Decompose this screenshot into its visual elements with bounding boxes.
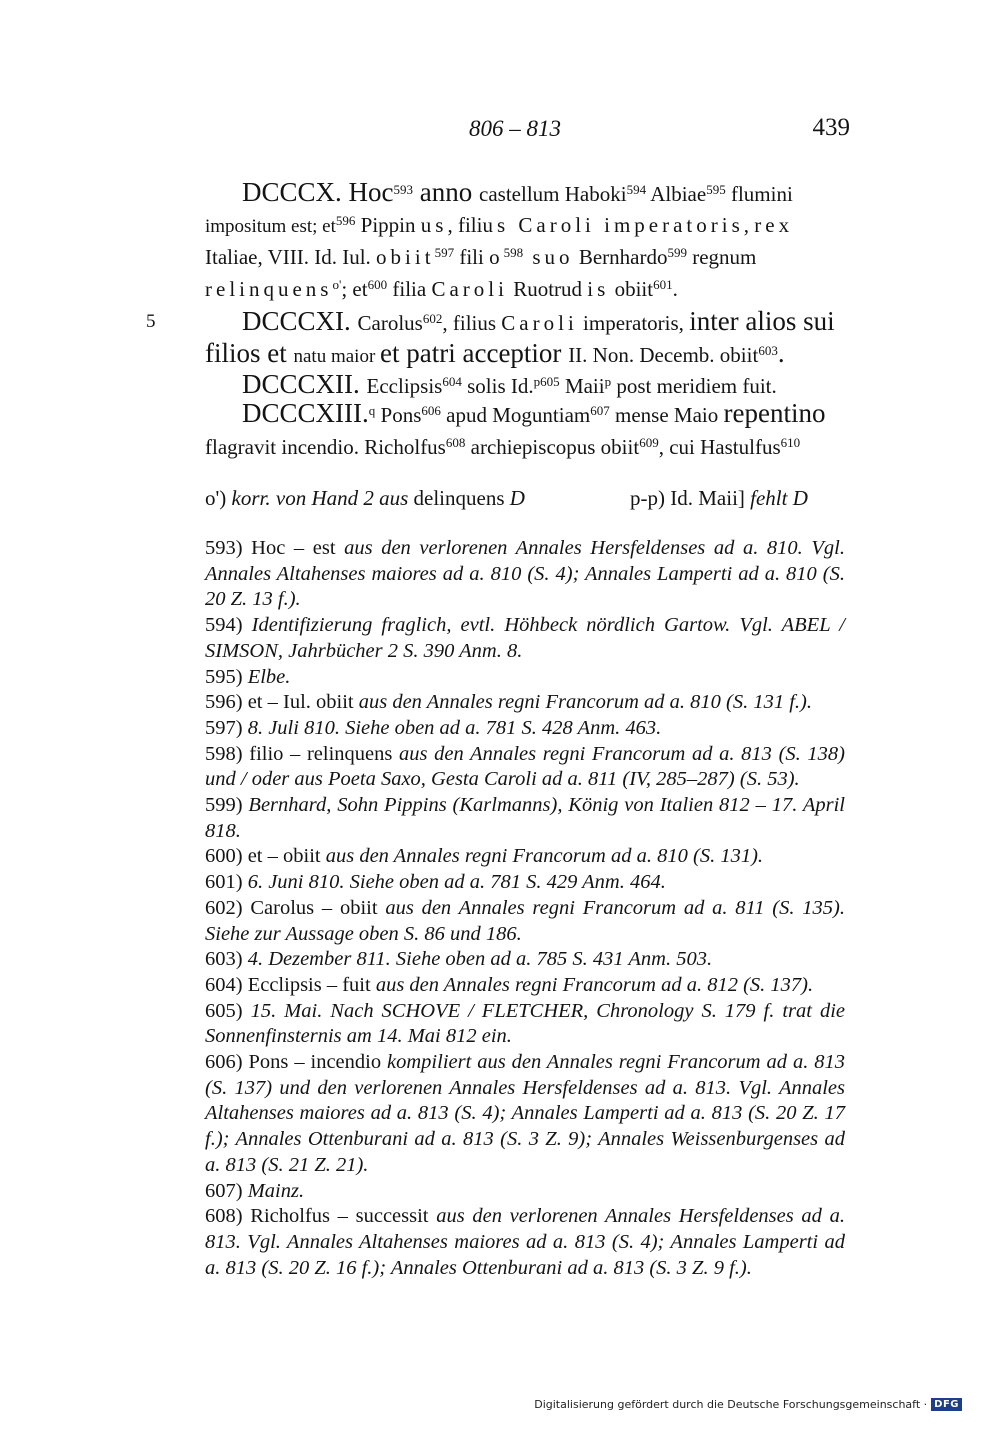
text-segment: imperatoris, (577, 311, 690, 335)
footnote-item (205, 613, 845, 664)
text-segment: mense Maio (609, 403, 724, 427)
footnote-item (205, 665, 845, 691)
text-segment: Italiae, VIII. Id. Iul. (205, 245, 377, 269)
footnote-marker: 606 (421, 402, 441, 418)
footnote-commentary: aus den verlorenen Annales Hersfeldenses ad a. 813. Vgl. Annales Altahenses maiores ad a. 813 (S. 4); Annales Lamperti ad a. 813 (S. 20 Z. 16 f.); Annales Ottenburani ad a. 813 (S. 3 Z. 9 f.). (205, 1205, 845, 1279)
text-segment: Pons (375, 403, 422, 427)
text-segment: obiit (609, 277, 654, 301)
text-segment: Albiae (646, 182, 707, 206)
footnote-number: 600) (205, 845, 243, 868)
footnote-lemma: Hoc – est (242, 537, 345, 559)
text-segment: suo (523, 245, 574, 269)
text-segment: . (777, 338, 785, 368)
footnote-marker: 594 (626, 181, 647, 197)
text-segment: archiepiscopus obiit (465, 435, 640, 459)
footnote-item (205, 742, 845, 793)
footnote-item (205, 1204, 845, 1281)
footnote-marker: 596 (335, 212, 356, 228)
text-segment: Caroli (501, 311, 578, 335)
text-segment: Caroli (431, 277, 508, 301)
footnote-marker: 604 (442, 373, 462, 389)
footnote-item (205, 793, 845, 844)
text-segment: , cui Hastulfus (658, 435, 781, 459)
text-segment: is (587, 277, 610, 301)
footnote-commentary: aus den Annales regni Francorum ad a. 813 (S. 138) und / oder aus Poeta Saxo, Gesta Caroli ad a. 811 (IV, 285–287) (S. 53). (205, 742, 846, 791)
text-segment: inter alios sui (689, 306, 835, 336)
text-segment: Ecclipsis (366, 374, 443, 398)
apparatus-note-o: o') korr. von Hand 2 aus delinquens D (205, 486, 525, 510)
text-segment: us Caroli imperatoris (482, 213, 744, 237)
text-segment: flagravit incendio. Richolfus (205, 435, 446, 459)
footnote-commentary: aus den Annales regni Francorum ad a. 810 (S. 131). (325, 845, 764, 868)
footnote-number: 607) (205, 1179, 243, 1202)
footnote-lemma: filio – relinquens (242, 742, 400, 765)
text-line (205, 432, 845, 462)
footnote-number: 595) (205, 665, 243, 688)
footnote-item (205, 1179, 845, 1205)
text-segment: , filius (442, 311, 502, 335)
text-segment: Bernhardo (573, 245, 668, 269)
footnote-marker: 608 (445, 434, 466, 450)
footnote-number: 597) (205, 716, 243, 739)
footnote-number: 593) (205, 537, 243, 559)
footnote-item (205, 896, 845, 947)
footnote-marker: 593 (393, 181, 414, 197)
text-segment: II. Non. Decemb. obiit (568, 343, 759, 367)
footnote-item (205, 536, 845, 613)
footnote-marker: 607 (590, 402, 610, 418)
text-segment: Ruotrud (507, 277, 588, 301)
footnote-item (205, 844, 845, 870)
footnote-commentary: 15. Mai. Nach SCHOVE / FLETCHER, Chronology S. 179 f. trat die Sonnenfinsternis am 14. Mai 812 ein. (205, 999, 845, 1048)
text-segment: filios et (205, 338, 294, 368)
footnote-commentary: 8. Juli 810. Siehe oben ad a. 781 S. 428 Anm. 463. (242, 716, 662, 739)
footnote-marker: 603 (758, 342, 778, 358)
footnote-item (205, 947, 845, 973)
text-segment: DCCCXIII. (242, 398, 369, 428)
footnote-commentary: aus den Annales regni Francorum ad a. 811 (S. 135). Siehe zur Aussage oben S. 86 und 186. (205, 896, 845, 945)
line-number-marker: 5 (146, 311, 156, 332)
footnote-number: 601) (205, 871, 243, 894)
footnote-item (205, 973, 845, 999)
text-segment: relinquens (205, 277, 333, 301)
footnote-marker: q (368, 402, 376, 418)
footnote-marker: 601 (653, 276, 673, 292)
text-segment: post meridiem fuit. (611, 374, 777, 398)
footnote-marker: p (604, 373, 612, 389)
footnote-marker: 610 (780, 434, 801, 450)
footnote-number: 599) (205, 794, 243, 817)
text-segment: ; et (341, 277, 368, 301)
footnote-number: 605) (205, 999, 243, 1022)
footnote-commentary: Bernhard, Sohn Pippins (Karlmanns), König von Italien 812 – 17. April 818. (205, 794, 845, 842)
text-segment: , fili (447, 213, 483, 237)
footnote-item (205, 690, 845, 716)
footnote-marker: o' (332, 276, 342, 292)
footnote-commentary: aus den Annales regni Francorum ad a. 810 (S. 131 f.). (358, 691, 812, 714)
footnote-number: 603) (205, 948, 243, 971)
page-number: 439 (812, 114, 850, 141)
footnote-number: 608) (205, 1205, 243, 1228)
text-segment: Pippin (355, 213, 421, 237)
footnote-marker: 599 (667, 244, 687, 260)
text-segment: obiit (376, 245, 435, 269)
text-segment: DCCCXII. (242, 369, 367, 399)
text-segment: impositum est; et (205, 216, 336, 237)
dfg-logo: DFG (931, 1398, 962, 1411)
footnote-commentary: Mainz. (242, 1179, 305, 1202)
footnote-list (205, 536, 845, 1281)
text-line (242, 306, 845, 338)
running-head: 806 – 813 (469, 116, 561, 141)
text-segment: solis Id. (461, 374, 534, 398)
text-line (242, 369, 845, 401)
text-segment: o (489, 245, 504, 269)
footnote-item (205, 1050, 845, 1179)
text-segment: Carolus (357, 311, 423, 335)
text-line (205, 242, 845, 272)
footnote-marker: 595 (706, 181, 726, 197)
digitization-note: Digitalisierung gefördert durch die Deutsche Forschungsgemeinschaft · (534, 1398, 928, 1411)
footnote-item (205, 870, 845, 896)
text-segment: fili (454, 245, 490, 269)
text-segment: rex (754, 213, 794, 237)
critical-apparatus (205, 486, 845, 516)
text-line (205, 210, 845, 242)
footnote-commentary: Elbe. (242, 665, 291, 688)
text-segment: regnum (686, 245, 757, 269)
text-segment: . (672, 277, 678, 301)
footnote-item (205, 999, 845, 1050)
footnote-lemma: et – obiit (242, 845, 326, 868)
footnote-commentary: aus den Annales regni Francorum ad a. 812 (S. 137). (375, 973, 814, 996)
apparatus-note-p: p-p) Id. Maii] fehlt D (630, 486, 808, 510)
footnote-marker: 609 (639, 434, 659, 450)
text-segment: , (743, 213, 755, 237)
footnote-number: 606) (205, 1051, 243, 1074)
text-segment: castellum Haboki (479, 182, 627, 206)
text-segment: repentino (723, 398, 826, 428)
footnote-number: 598) (205, 742, 243, 765)
footnote-commentary: aus den verlorenen Annales Hersfeldenses ad a. 810. Vgl. Annales Altahenses maiores ad a. 810 (S. 4); Annales Lamperti ad a. 810 (S. 20 Z. 13 f.). (205, 537, 845, 611)
footnote-commentary: 6. Juni 810. Siehe oben ad a. 781 S. 429 Anm. 464. (242, 871, 666, 894)
text-line (205, 274, 845, 304)
footnote-lemma: Pons – incendio (242, 1051, 388, 1074)
text-segment: us (420, 213, 448, 237)
footnote-lemma: Richolfus – successit (242, 1205, 437, 1228)
text-line (242, 177, 845, 209)
footnote-marker: 600 (367, 276, 388, 292)
footnote-marker: 602 (422, 310, 443, 326)
footnote-number: 596) (205, 691, 243, 714)
text-segment: natu maior (293, 346, 381, 367)
text-line (242, 398, 845, 430)
text-segment: apud Moguntiam (440, 403, 591, 427)
footnote-number: 604) (205, 973, 243, 996)
footnote-marker: 598 (503, 244, 524, 260)
text-segment: flumini (725, 182, 793, 206)
footnote-commentary: 4. Dezember 811. Siehe oben ad a. 785 S. 431 Anm. 503. (242, 948, 713, 971)
footnote-number: 602) (205, 896, 243, 919)
digitization-footer (534, 1398, 962, 1411)
footnote-item (205, 716, 845, 742)
footnote-lemma: et – Iul. obiit (242, 691, 359, 714)
text-segment: et patri acceptior (380, 338, 569, 368)
footnote-marker: 605 (540, 373, 560, 389)
footnote-commentary: kompiliert aus den Annales regni Francorum ad a. 813 (S. 137) und den verlorenen Annales Hersfeldenses ad a. 813. Vgl. Annales Altahenses maiores ad a. 813 (S. 4); Annales Lamperti ad a. 813 (S. 20 Z. 17 f.); Annales Ottenburani ad a. 813 (S. 3 Z. 9); Annales Weissenburgenses ad a. 813 (S. 21 Z. 21). (205, 1051, 846, 1176)
footnote-lemma: Carolus – obiit (242, 896, 386, 919)
footnote-number: 594) (205, 614, 243, 637)
footnote-marker: 597 (434, 244, 455, 260)
text-segment: DCCCX. Hoc (242, 177, 394, 207)
text-segment: DCCCXI. (242, 306, 358, 336)
text-segment: Maii (559, 374, 605, 398)
text-segment: filia (387, 277, 432, 301)
footnote-lemma: Ecclipsis – fuit (242, 973, 376, 996)
text-segment: anno (413, 177, 480, 207)
text-line (205, 338, 845, 372)
footnote-marker: p (533, 373, 541, 389)
footnote-commentary: Identifizierung fraglich, evtl. Höhbeck nördlich Gartow. Vgl. ABEL / SIMSON, Jahrbücher 2 S. 390 Anm. 8. (205, 614, 845, 662)
